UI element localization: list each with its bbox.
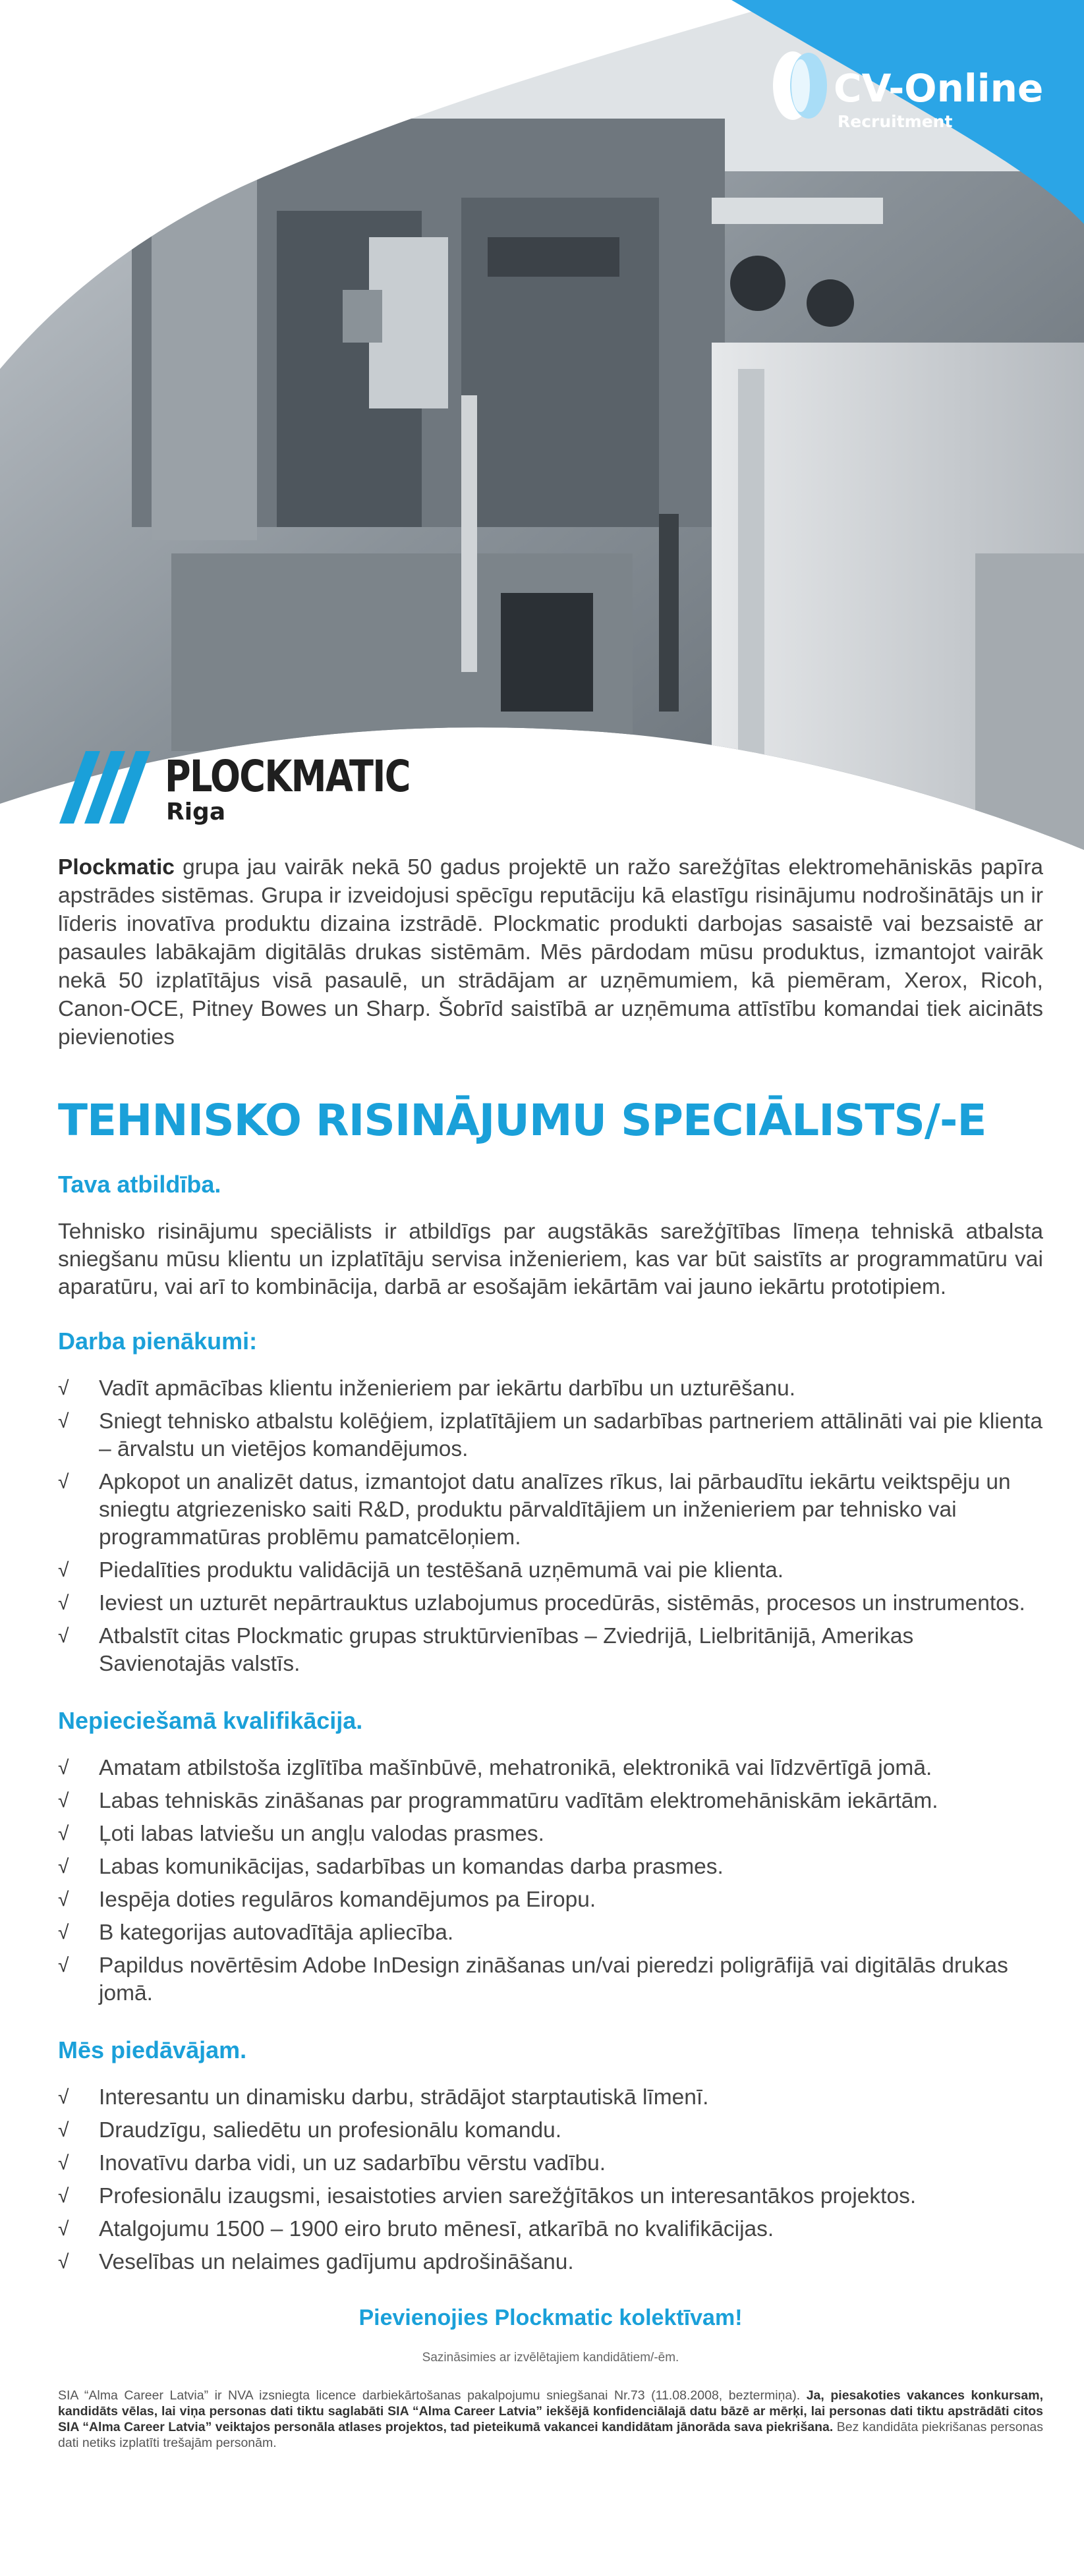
check-icon: √ xyxy=(58,1856,69,1878)
list-item: √ Iespēja doties regulāros komandējumos pa Eiropu. xyxy=(58,1886,1043,1914)
check-icon: √ xyxy=(58,1559,69,1581)
qualification-heading: Nepieciešamā kvalifikācija. xyxy=(58,1707,363,1734)
check-icon: √ xyxy=(58,1790,69,1812)
list-item: √ Atalgojumu 1500 – 1900 eiro bruto mēnesī, atkarībā no kvalifikācijas. xyxy=(58,2216,1043,2243)
intro-paragraph xyxy=(58,853,1043,1051)
intro-company: Plockmatic xyxy=(58,855,175,880)
check-icon: √ xyxy=(58,1592,69,1614)
check-icon: √ xyxy=(58,1823,69,1845)
check-icon: √ xyxy=(58,2218,69,2240)
responsibility-heading: Tava atbildība. xyxy=(58,1171,221,1198)
list-item: √ Draudzīgu, saliedētu un profesionālu komandu. xyxy=(58,2117,1043,2144)
list-item: √ Atbalstīt citas Plockmatic grupas struktūrvienības – Zviedrijā, Lielbritānijā, Amerikas Savienotajās valstīs. xyxy=(58,1624,914,1676)
list-item: √ Ļoti labas latviešu un angļu valodas prasmes. xyxy=(58,1820,1043,1848)
intro-text: grupa jau vairāk nekā 50 gadus projektē un ražo sarežģītas elektromehāniskās papīra apstrādes sistēmas. Grupa ir izveidojusi spēcīgu reputāciju kā elastīgu risinājumu nodrošinātājs un ir līderis inovatīva produktu dizaina izstrādē. Plockmatic produkti darbojas sasaistē vai bezsaistē ar pasaules labākajām digitālās drukas sistēmām. Mēs pārdodam mūsu produktus, izmantojot vairāk nekā 50 izplatītājus visā pasaulē, un strādājam ar uzņēmumiem, kā piemēram, Xerox, Ricoh, Canon-OCE, Pitney Bowes un Sharp. Šobrīd saistībā ar uzņēmuma attīstību komandai tiek aicināts pievienoties xyxy=(58,855,1043,1050)
contact-note: Sazināsimies ar izvēlētajiem kandidātiem/-ēm. xyxy=(422,2351,679,2365)
list-item: √ Apkopot un analizēt datus, izmantojot datu analīzes rīkus, lai pārbaudītu iekārtu veiktspēju un sniegtu atgriezenisko saiti R&D, produktu pārvaldītājiem un inženieriem par tehnisko vai programmatūras problēmu pamatcēloņiem. xyxy=(58,1470,1011,1550)
qualification-list xyxy=(58,1754,1043,2007)
cv-online-name: CV-Online xyxy=(834,66,1044,111)
list-item: √ Interesantu un dinamisku darbu, strādājot starptautiskā līmenī. xyxy=(58,2084,1043,2112)
cv-online-logo xyxy=(768,46,1044,138)
list-item: √ Sniegt tehnisko atbalstu kolēģiem, izplatītājiem un sadarbības partneriem attālināti vai pie klienta – ārvalstu un vietējos komandējumos. xyxy=(58,1409,1042,1461)
check-icon: √ xyxy=(58,2086,69,2108)
check-icon: √ xyxy=(58,1889,69,1911)
list-item: √ Inovatīvu darba vidi, un uz sadarbību vērstu vadību. xyxy=(58,2150,1043,2177)
hero-banner xyxy=(0,0,1084,856)
check-icon: √ xyxy=(58,1922,69,1944)
list-item: √ Labas komunikācijas, sadarbības un komandas darba prasmes. xyxy=(58,1853,1043,1881)
check-icon: √ xyxy=(58,2152,69,2174)
job-title: TEHNISKO RISINĀJUMU SPECIĀLISTS/-E xyxy=(58,1095,986,1146)
job-ad-content xyxy=(58,853,1043,2451)
check-icon: √ xyxy=(58,1757,69,1779)
offer-heading: Mēs piedāvājam. xyxy=(58,2036,247,2063)
call-to-action: Pievienojies Plockmatic kolektīvam! xyxy=(358,2305,743,2330)
check-icon: √ xyxy=(58,1471,69,1493)
duties-heading: Darba pienākumi: xyxy=(58,1328,258,1355)
list-item: √ Veselības un nelaimes gadījumu apdrošināšanu. xyxy=(58,2249,1043,2276)
check-icon: √ xyxy=(58,2119,69,2141)
list-item: √ Profesionālu izaugsmi, iesaistoties arvien sarežģītākos un interesantākos projektos. xyxy=(58,2183,1043,2210)
offer-list xyxy=(58,2084,1043,2276)
plockmatic-city: Riga xyxy=(166,798,226,826)
plockmatic-stripes-icon xyxy=(59,751,158,824)
cv-online-mark-icon xyxy=(768,46,840,125)
plockmatic-logo xyxy=(59,751,410,830)
list-item: √ Vadīt apmācības klientu inženieriem par iekārtu darbību un uzturēšanu. xyxy=(58,1375,1043,1403)
check-icon: √ xyxy=(58,1625,69,1647)
check-icon: √ xyxy=(58,1378,69,1399)
responsibility-text: Tehnisko risinājumu speciālists ir atbildīgs par augstākās sarežģītības līmeņa tehniskā atbalsta sniegšanu mūsu klientu un izplatītāju servisa inženieriem, kas var būt saistīts ar programmatūru vai aparatūru, vai arī to kombinācija, darbā ar esošajām iekārtām vai jauno iekārtu prototipiem. xyxy=(58,1219,1043,1299)
list-item: √ Piedalīties produktu validācijā un testēšanā uzņēmumā vai pie klienta. xyxy=(58,1557,1043,1584)
duties-list xyxy=(58,1375,1043,1678)
cv-online-subtitle: Recruitment xyxy=(838,112,953,131)
list-item: √ B kategorijas autovadītāja apliecība. xyxy=(58,1919,1043,1947)
check-icon: √ xyxy=(58,1411,69,1432)
list-item: √ Labas tehniskās zināšanas par programmatūru vadītām elektromehāniskām iekārtām. xyxy=(58,1787,1043,1815)
check-icon: √ xyxy=(58,2185,69,2207)
check-icon: √ xyxy=(58,2251,69,2273)
plockmatic-name: PLOCKMATIC xyxy=(165,751,410,802)
list-item: √ Papildus novērtēsim Adobe InDesign zināšanas un/vai pieredzi poligrāfijā vai digitālās drukas jomā. xyxy=(58,1953,1008,2005)
list-item: √ Amatam atbilstoša izglītība mašīnbūvē, mehatronikā, elektronikā vai līdzvērtīgā jomā. xyxy=(58,1754,1043,1782)
list-item: √ Ieviest un uzturēt nepārtrauktus uzlabojumus procedūrās, sistēmās, procesos un instrumentos. xyxy=(58,1590,1043,1617)
legal-notice: SIA “Alma Career Latvia” ir NVA izsniegta licence darbiekārtošanas pakalpojumu sniegšanai Nr.73 (11.08.2008, beztermiņa). Ja, piesakoties vakances konkursam, kandidāts vēlas, lai viņa personas dati tiktu saglabāti SIA “Alma Career Latvia” iekšējā konfidenciālajā datu bāzē ar mērķi, lai personas dati tiktu apstrādāti citos SIA “Alma Career Latvia” veiktajos personāla atlases projektos, tad pieteikumā vakancei kandidātam jānorāda sava piekrišana. Bez kandidāta piekrišanas personas dati netiks izplatīti trešajām personām. xyxy=(58,2388,1044,2450)
check-icon: √ xyxy=(58,1955,69,1976)
